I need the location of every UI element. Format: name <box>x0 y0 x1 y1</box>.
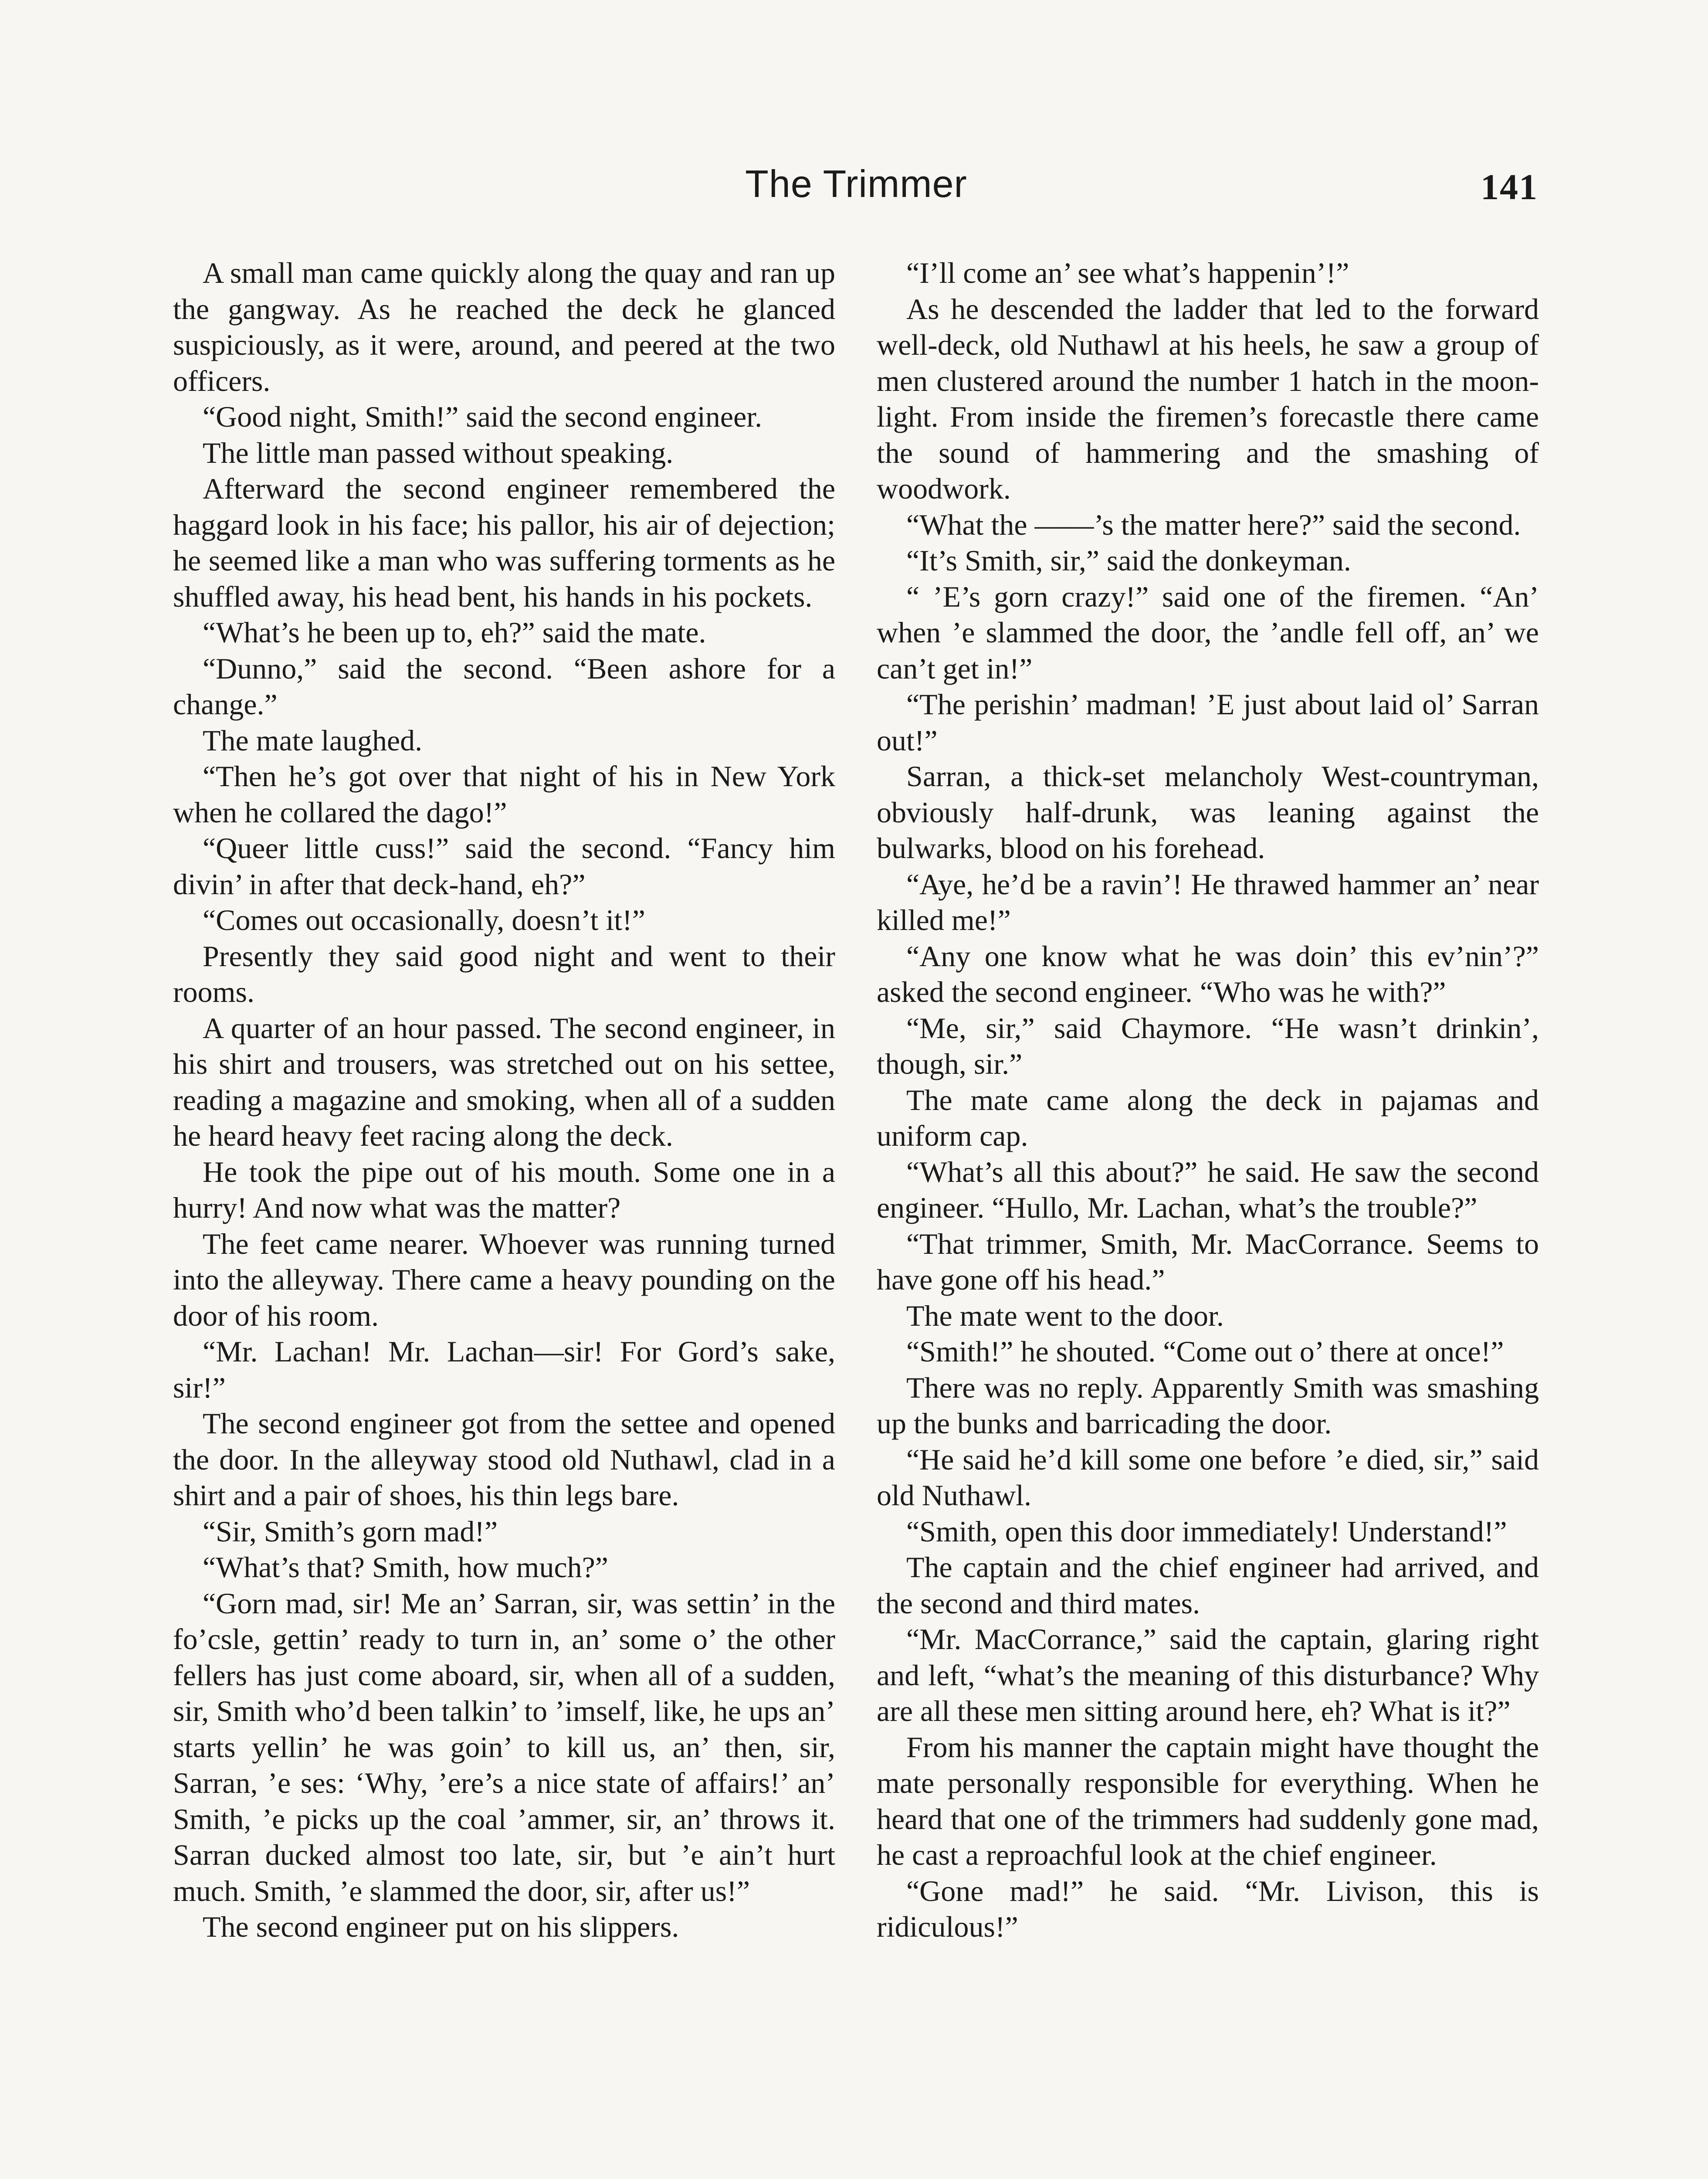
paragraph: “What’s all this about?” he said. He saw the second engineer. “Hullo, Mr. Lachan, what’s the trouble?” <box>877 1155 1539 1224</box>
paragraph: “Me, sir,” said Chaymore. “He wasn’t drinkin’, though, sir.” <box>877 1011 1539 1080</box>
paragraph: “Dunno,” said the second. “Been ashore for a change.” <box>173 652 835 721</box>
paragraph: From his manner the captain might have thought the mate personally responsible for everything. When he heard that one of the trimmers had suddenly gone mad, he cast a reproachful look at the chief engineer. <box>877 1730 1539 1871</box>
paragraph: The captain and the chief engineer had arrived, and the second and third mates. <box>877 1551 1539 1620</box>
paragraph: “That trimmer, Smith, Mr. MacCorrance. Seems to have gone off his head.” <box>877 1227 1539 1296</box>
paragraph: A quarter of an hour passed. The second engineer, in his shirt and trousers, was stretched out on his settee, reading a magazine and smoking, when all of a sudden he heard heavy feet racing along the deck. <box>173 1011 835 1152</box>
paragraph: The mate went to the door. <box>906 1299 1224 1332</box>
paragraph: “Smith, open this door immediately! Understand!” <box>906 1514 1507 1548</box>
paragraph: “I’ll come an’ see what’s happenin’!” <box>906 256 1349 289</box>
paragraph: “Then he’s got over that night of his in New York when he collared the dago!” <box>173 760 835 829</box>
paragraph: Afterward the second engineer remembered the haggard look in his face; his pallor, his air of dejection; he seemed like a man who was suffering torments as he shuffled away, his head bent, his hands in his pockets. <box>173 472 835 613</box>
paragraph: Presently they said good night and went to their rooms. <box>173 939 835 1008</box>
paragraph: “What’s he been up to, eh?” said the mate. <box>203 616 706 649</box>
paragraph: “Mr. MacCorrance,” said the captain, glaring right and left, “what’s the meaning of this disturbance? Why are all these men sitting around here, eh? What is it?” <box>877 1622 1539 1728</box>
paragraph: “Comes out occasionally, doesn’t it!” <box>203 903 645 937</box>
paragraph: The mate laughed. <box>203 723 423 757</box>
paragraph: A small man came quickly along the quay and ran up the gangway. As he reached the deck he glanced suspiciously, as it were, around, and peered at the two officers. <box>173 256 835 397</box>
page-number: 141 <box>1481 167 1538 207</box>
paragraph: The second engineer got from the settee and opened the door. In the alleyway stood old Nuthawl, clad in a shirt and a pair of shoes, his thin legs bare. <box>173 1407 835 1512</box>
paragraph: “Queer little cuss!” said the second. “Fancy him divin’ in after that deck-hand, eh?” <box>173 832 835 901</box>
paragraph: “He said he’d kill some one before ’e died, sir,” said old Nuthawl. <box>877 1442 1539 1512</box>
paragraph: “Smith!” he shouted. “Come out o’ there at once!” <box>906 1335 1504 1368</box>
paragraph: “Sir, Smith’s gorn mad!” <box>203 1514 498 1548</box>
paragraph: “Any one know what he was doin’ this ev’nin’?” asked the second engineer. “Who was he with?” <box>877 939 1539 1008</box>
paragraph: “Aye, he’d be a ravin’! He thrawed hammer an’ near killed me!” <box>877 867 1539 937</box>
paragraph: “Gone mad!” he said. “Mr. Livison, this is ridiculous!” <box>877 1874 1539 1943</box>
paragraph: As he descended the ladder that led to the forward well-deck, old Nuthawl at his heels, he saw a group of men clustered around the number 1 hatch in the moonlight. From inside the firemen’s forecastle there came the sound of hammering and the smashing of woodwork. <box>877 292 1539 505</box>
paragraph: The second engineer put on his slippers. <box>203 1910 679 1943</box>
paragraph: “Good night, Smith!” said the second engineer. <box>203 400 762 433</box>
paragraph: “It’s Smith, sir,” said the donkeyman. <box>906 544 1351 577</box>
page-title: The Trimmer <box>745 162 967 205</box>
paragraph: “What’s that? Smith, how much?” <box>203 1551 608 1584</box>
right-column <box>877 255 1539 1945</box>
paragraph: There was no reply. Apparently Smith was smashing up the bunks and barricading the door. <box>877 1371 1539 1440</box>
paragraph: “ ’E’s gorn crazy!” said one of the firemen. “An’ when ’e slammed the door, the ’andle fell off, an’ we can’t get in!” <box>877 580 1539 685</box>
paragraph: The feet came nearer. Whoever was running turned into the alleyway. There came a heavy pounding on the door of his room. <box>173 1227 835 1332</box>
paragraph: “The perishin’ madman! ’E just about laid ol’ Sarran out!” <box>877 688 1539 757</box>
paragraph: “Gorn mad, sir! Me an’ Sarran, sir, was settin’ in the fo’csle, gettin’ ready to turn in, an’ some o’ the other fellers has just come aboard, sir, when all of a sudden, sir, Smith who’d been talkin’ to ’imself, like, he ups an’ starts yellin’ he was goin’ to kill us, an’ then, sir, Sarran, ’e ses: ‘Why, ’ere’s a nice state of affairs!’ an’ Smith, ’e picks up the coal ’ammer, sir, an’ throws it. Sarran ducked almost too late, sir, but ’e ain’t hurt much. Smith, ’e slammed the door, sir, after us!” <box>173 1586 835 1907</box>
left-column <box>173 255 835 1945</box>
paragraph: He took the pipe out of his mouth. Some one in a hurry! And now what was the matter? <box>173 1155 835 1224</box>
paragraph: Sarran, a thick-set melancholy West-countryman, obviously half-drunk, was leaning against the bulwarks, blood on his forehead. <box>877 760 1539 865</box>
paragraph: The mate came along the deck in pajamas and uniform cap. <box>877 1083 1539 1152</box>
paragraph: “Mr. Lachan! Mr. Lachan—sir! For Gord’s sake, sir!” <box>173 1335 835 1404</box>
paragraph: “What the ——’s the matter here?” said the second. <box>906 508 1521 541</box>
paragraph: The little man passed without speaking. <box>203 436 674 469</box>
